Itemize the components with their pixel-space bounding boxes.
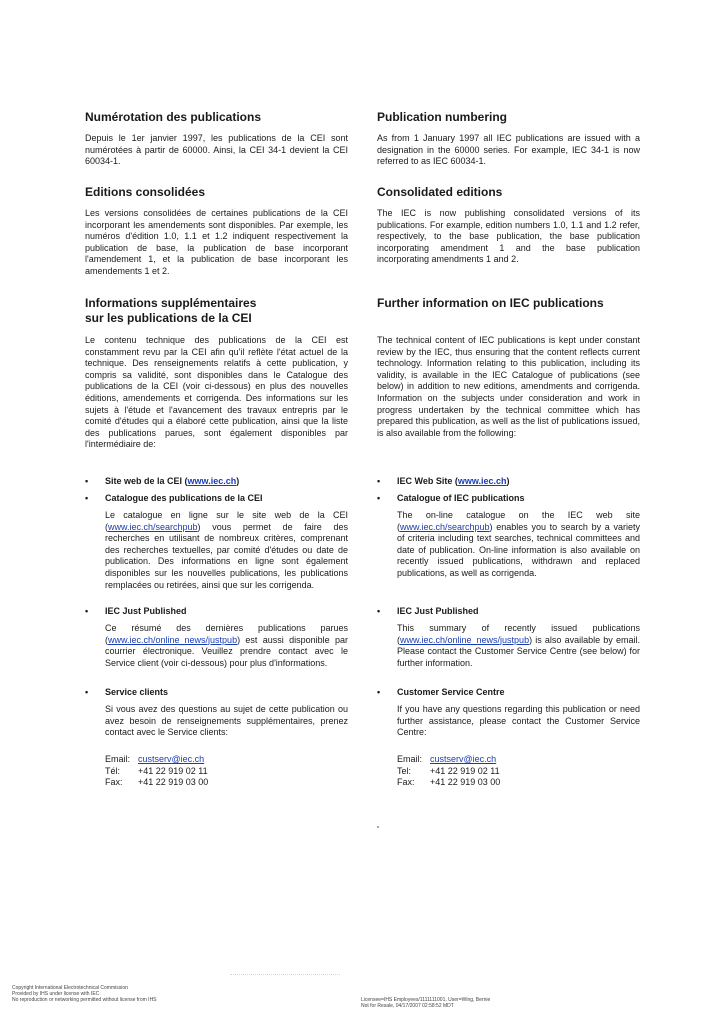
searchpub-link-en[interactable]: www.iec.ch/searchpub [400, 521, 490, 532]
email-label-fr: Email: [105, 754, 131, 764]
catalogue-text-en-post: ) enables you to search by a variety of criteria including text searches, technical committees and date of publication. On-line information is also available on recently issued publications, withdrawn and replaced publications, as well as corrigenda. [397, 521, 640, 578]
catalogue-description-fr [105, 510, 348, 591]
just-published-text-en-pre: This summary of recently issued publications ( [397, 623, 640, 645]
bullet-website-fr-label: Site web de la CEI ( [105, 476, 188, 486]
footer-license [361, 997, 490, 1009]
bullet-website-en-label: IEC Web Site ( [397, 476, 458, 486]
bullet-icon: • [85, 476, 89, 486]
customer-service-description-en: If you have any questions regarding this publication or need further assistance, please contact the Customer Service Centre: [397, 704, 640, 738]
text-consolidated-en: The IEC is now publishing consolidated versions of its publications. For example, edition numbers 1.0, 1.1 and 1.2 refer, respectively, to the base publication, the base publication incorporating amendment 1 and the base publication incorporating amendments 1 and 2. [377, 208, 640, 265]
heading-numbering-fr: Numérotation des publications [85, 110, 262, 124]
bullet-customer-service-fr-label: Service clients [105, 687, 169, 697]
bullet-website-en-end: ) [506, 476, 510, 486]
heading-further-fr-line2: sur les publications de la CEI [85, 311, 252, 325]
section-further-fr [85, 296, 348, 451]
bullet-catalogue-en-label: Catalogue of IEC publications [397, 493, 525, 503]
email-link-fr[interactable]: custserv@iec.ch [138, 754, 205, 764]
bullet-icon: • [377, 493, 381, 503]
catalogue-text-fr-pre: Le catalogue en ligne sur le site web de la CEI ( [105, 510, 348, 532]
email-label-en: Email: [397, 754, 423, 764]
just-published-text-fr-post: ) est aussi disponible par courrier électronique. Veuillez prendre contact avec le Service client (voir ci-dessous) pour plus d'informations. [105, 634, 348, 668]
searchpub-link-fr[interactable]: www.iec.ch/searchpub [108, 521, 198, 532]
bullet-catalogue-fr-label: Catalogue des publications de la CEI [105, 493, 263, 503]
heading-consolidated-en: Consolidated editions [377, 185, 503, 199]
fax-value-fr: +41 22 919 03 00 [138, 777, 209, 788]
bullet-icon: • [85, 493, 89, 503]
heading-further-fr-line1: Informations supplémentaires [85, 296, 257, 310]
section-further-en [377, 296, 640, 439]
footer-left-line1: Copyright International Electrotechnical Commission [12, 985, 128, 991]
just-published-description-en [397, 623, 640, 669]
section-numbering-en [377, 110, 640, 168]
tel-value-fr: +41 22 919 02 11 [138, 765, 208, 776]
footer-left-line3: No reproduction or networking permitted without license from IHS [12, 997, 157, 1003]
faint-divider [230, 974, 340, 976]
catalogue-text-en-pre: The on-line catalogue on the IEC web site ( [397, 510, 640, 532]
bullet-customer-service-en-label: Customer Service Centre [397, 687, 505, 697]
bullet-website-fr-end: ) [236, 476, 240, 486]
bullet-icon: • [377, 687, 381, 697]
catalogue-description-en [397, 510, 640, 580]
email-link-en[interactable]: custserv@iec.ch [430, 754, 497, 764]
heading-numbering-en: Publication numbering [377, 110, 508, 124]
bullet-icon: • [85, 606, 89, 616]
justpub-link-fr[interactable]: www.iec.ch/online_news/justpub [108, 634, 238, 645]
text-further-en: The technical content of IEC publications is kept under constant review by the IEC, thus ensuring that the content reflects current technology. Information relating to this publication, including its validity, is available in the IEC Catalogue of publications (see below) in addition to new editions, amendments and corrigenda. Information on the subjects under consideration and work in progress undertaken by the technical committee which has prepared this publication, as well as the list of publications issued, is also available from the following: [377, 335, 640, 438]
fax-value-en: +41 22 919 03 00 [430, 777, 501, 788]
section-consolidated-fr [85, 185, 348, 278]
just-published-text-en-post: ) is also available by email. Please contact the Customer Service Centre (see below) for further information. [397, 634, 640, 668]
bullet-just-published-fr-label: IEC Just Published [105, 606, 187, 616]
footer-right-line1: Licensee=IHS Employees/1111111001, User=Wing, Bernie [361, 997, 491, 1003]
contact-block-en [397, 754, 500, 789]
bullet-icon: • [377, 606, 381, 616]
text-numbering-fr: Depuis le 1er janvier 1997, les publications de la CEI sont numérotées à partir de 60000. Ainsi, la CEI 34-1 devient la CEI 60034-1. [85, 133, 348, 167]
heading-further-fr [85, 296, 348, 326]
catalogue-text-fr-post: ) vous permet de faire des recherches en utilisant de nombreux critères, comprenant des recherches textuelles, par comité d'études ou date de publication. Des informations en ligne sont également disponibles sur les nouvelles publications, les publications remplacées ou retirées, ainsi que sur les corrigenda. [105, 521, 348, 590]
stray-dot [377, 826, 379, 828]
text-further-fr: Le contenu technique des publications de la CEI est constamment revu par la CEI afin qu'il reflète l'état actuel de la technique. Des renseignements relatifs à cette publication, y compris sa validité, sont disponibles dans le Catalogue des publications de la CEI (voir ci-dessous) en plus des nouvelles éditions, amendements et corrigenda. Des informations sur les sujets à l'étude et l'avancement des travaux entrepris par le comité d'études qui a élaboré cette publication, ainsi que la liste des publications parues, sont également disponibles par l'intermédiaire de: [85, 335, 348, 450]
just-published-description-fr [105, 623, 348, 669]
tel-label-en: Tel: [397, 765, 412, 776]
text-numbering-en: As from 1 January 1997 all IEC publications are issued with a designation in the 60000 series. For example, IEC 34-1 is now referred to as IEC 60034-1. [377, 133, 640, 167]
contact-block-fr [105, 754, 208, 789]
iec-website-link-en[interactable]: www.iec.ch [457, 476, 507, 486]
bullet-icon: • [85, 687, 89, 697]
text-consolidated-fr: Les versions consolidées de certaines publications de la CEI incorporant les amendements sont disponibles. Par exemple, les numéros d'édition 1.0, 1.1 et 1.2 indiquent respectivement la publication de base, la publication de base incorporant l'amendement 1, et la publication de base incorporant les amendements 1 et 2. [85, 208, 348, 276]
section-consolidated-en [377, 185, 640, 266]
fax-label-en: Fax: [397, 777, 415, 788]
fax-label-fr: Fax: [105, 777, 123, 788]
bullet-icon: • [377, 476, 381, 486]
customer-service-description-fr: Si vous avez des questions au sujet de cette publication ou avez besoin de renseignements supplémentaires, prenez contact avec le Service clients: [105, 704, 348, 738]
heading-consolidated-fr: Editions consolidées [85, 185, 206, 199]
just-published-text-fr-pre: Ce résumé des dernières publications parues ( [105, 623, 348, 645]
footer-left-line2: Provided by IHS under license with IEC [12, 991, 100, 997]
justpub-link-en[interactable]: www.iec.ch/online_news/justpub [400, 634, 530, 645]
tel-value-en: +41 22 919 02 11 [430, 765, 500, 776]
tel-label-fr: Tél: [105, 765, 121, 776]
heading-further-en: Further information on IEC publications [377, 296, 604, 310]
section-numbering-fr [85, 110, 348, 168]
footer-copyright [12, 985, 157, 1003]
footer-right-line2: Not for Resale, 04/17/2007 02:58:52 MDT [361, 1003, 454, 1009]
iec-website-link-fr[interactable]: www.iec.ch [187, 476, 237, 486]
bullet-just-published-en-label: IEC Just Published [397, 606, 479, 616]
